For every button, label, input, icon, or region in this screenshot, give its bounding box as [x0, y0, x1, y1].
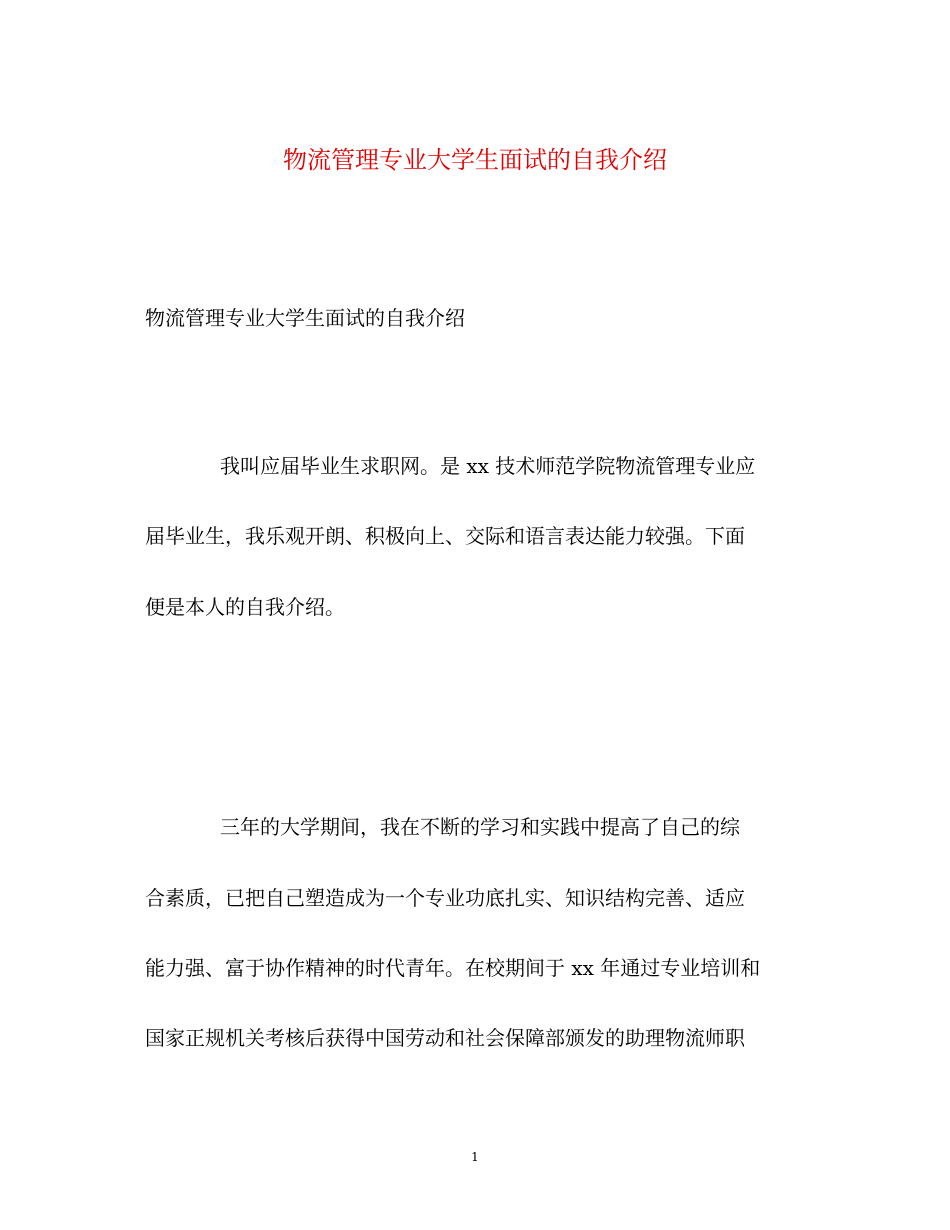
document-subtitle: 物流管理专业大学生面试的自我介绍: [145, 306, 465, 330]
paragraph-line: 届毕业生，我乐观开朗、积极向上、交际和语言表达能力较强。下面: [145, 524, 745, 548]
paragraph-line: 能力强、富于协作精神的时代青年。在校期间于 xx 年通过专业培训和: [145, 956, 761, 980]
page-title: 物流管理专业大学生面试的自我介绍: [283, 146, 667, 174]
paragraph-line: 国家正规机关考核后获得中国劳动和社会保障部颁发的助理物流师职: [145, 1026, 745, 1050]
paragraph-line: 三年的大学期间，我在不断的学习和实践中提高了自己的综: [220, 815, 740, 839]
paragraph-line: 合素质，已把自己塑造成为一个专业功底扎实、知识结构完善、适应: [145, 886, 745, 910]
paragraph-line: 我叫应届毕业生求职网。是 xx 技术师范学院物流管理专业应: [220, 454, 756, 478]
paragraph-line: 便是本人的自我介绍。: [145, 595, 345, 619]
page-number: 1: [471, 1150, 479, 1164]
